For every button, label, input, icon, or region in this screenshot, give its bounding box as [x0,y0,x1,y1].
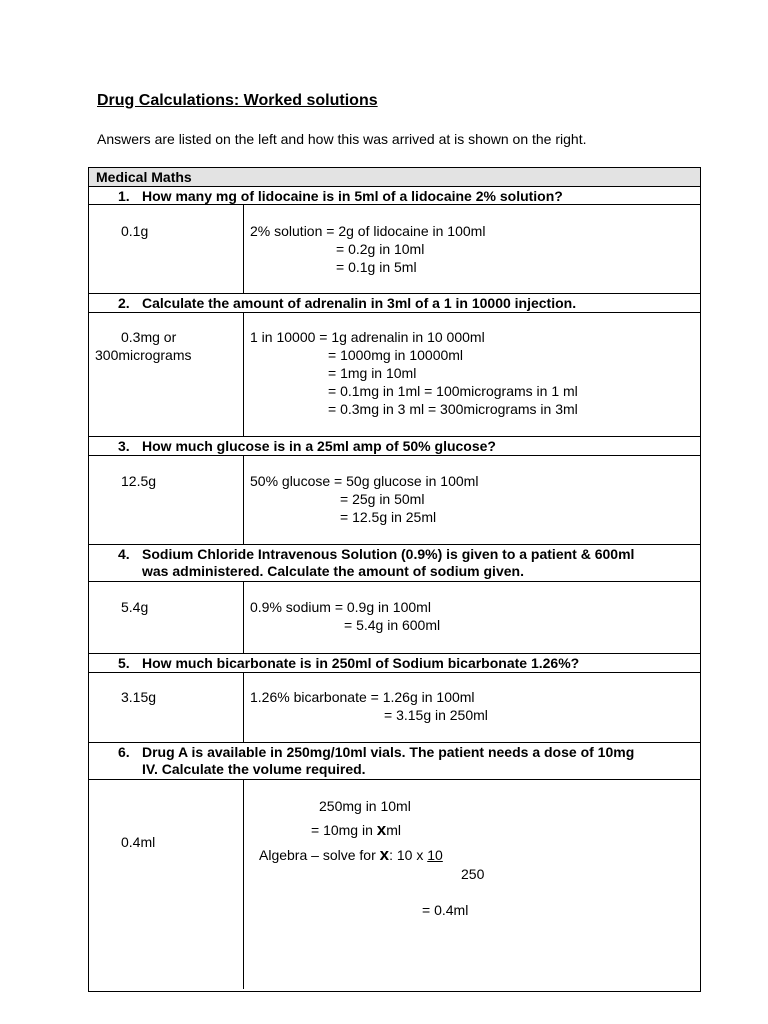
working-line: 2% solution = 2g of lidocaine in 100ml [250,223,486,239]
working-line: = 0.3mg in 3 ml = 300micrograms in 3ml [328,401,578,417]
variable-x: x [376,820,387,839]
working-result: = 0.4ml [422,902,469,918]
question-text-continued: was administered. Calculate the amount of sodium given. [142,563,524,579]
answer-row-5 [89,673,700,743]
question-number: 5. [118,655,130,671]
working-text: ml [386,822,402,838]
question-text: Sodium Chloride Intravenous Solution (0.9%) is given to a patient & 600ml [142,546,635,562]
answer-value: 0.4ml [121,834,156,850]
question-text-continued: IV. Calculate the volume required. [142,761,366,777]
answer-value: 0.1g [121,223,149,239]
answer-cell [89,456,244,544]
working-line: = 25g in 50ml [340,491,425,507]
fraction-numerator: 10 [427,847,443,863]
question-text: Drug A is available in 250mg/10ml vials. The patient needs a dose of 10mg [142,744,635,760]
working-line [259,846,443,864]
question-5 [89,654,700,673]
working-cell [244,673,700,742]
question-number: 1. [118,188,130,204]
question-text: How much glucose is in a 25ml amp of 50% glucose? [142,438,496,454]
answer-value: 5.4g [121,599,149,615]
answer-value: 300micrograms [95,347,192,363]
question-number: 3. [118,438,130,454]
working-line: = 12.5g in 25ml [340,509,437,525]
working-line: = 0.1mg in 1ml = 100micrograms in 1 ml [328,383,578,399]
working-line: 50% glucose = 50g glucose in 100ml [250,473,479,489]
answer-row-2 [89,313,700,437]
question-text: Calculate the amount of adrenalin in 3ml of a 1 in 10000 injection. [142,295,577,311]
working-line: = 3.15g in 250ml [384,707,488,723]
question-number: 2. [118,295,130,311]
working-text: = 10mg in [311,822,377,838]
answer-row-4 [89,582,700,654]
question-3 [89,437,700,456]
working-line: 0.9% sodium = 0.9g in 100ml [250,599,431,615]
answer-value: 0.3mg or [121,329,177,345]
working-line: = 0.1g in 5ml [336,259,417,275]
answer-cell [89,313,244,436]
working-line: 250mg in 10ml [319,798,411,814]
question-text: How much bicarbonate is in 250ml of Sodium bicarbonate 1.26%? [142,655,580,671]
working-cell [244,205,700,293]
working-cell [244,582,700,653]
working-line: 1.26% bicarbonate = 1.26g in 100ml [250,689,475,705]
working-line: = 0.2g in 10ml [336,241,425,257]
question-number: 6. [118,744,130,760]
working-line [311,821,401,839]
answer-cell [89,673,244,742]
answer-cell [89,205,244,293]
working-line: = 1000mg in 10000ml [328,347,464,363]
working-cell [244,780,700,989]
answer-value: 3.15g [121,689,157,705]
working-cell [244,313,700,436]
working-cell [244,456,700,544]
section-header: Medical Maths [89,168,700,187]
answer-row-3 [89,456,700,545]
question-text: How many mg of lidocaine is in 5ml of a lidocaine 2% solution? [142,188,563,204]
answer-value: 12.5g [121,473,157,489]
question-1 [89,187,700,205]
fraction-denominator: 250 [461,866,485,882]
working-text: Algebra – solve for [259,847,380,863]
answer-row-1 [89,205,700,294]
question-2 [89,294,700,313]
worked-solutions-table [88,167,701,992]
question-6 [89,743,700,780]
answer-row-6 [89,780,700,989]
intro-text: Answers are listed on the left and how this was arrived at is shown on the right. [97,131,587,147]
working-line: 1 in 10000 = 1g adrenalin in 10 000ml [250,329,485,345]
variable-x: x [379,845,390,864]
working-line: = 5.4g in 600ml [344,617,441,633]
answer-cell [89,582,244,653]
working-text: : 10 x [389,847,428,863]
question-number: 4. [118,546,130,562]
document-title: Drug Calculations: Worked solutions [97,92,378,109]
question-4 [89,545,700,582]
answer-cell [89,780,244,989]
working-line: = 1mg in 10ml [328,365,417,381]
